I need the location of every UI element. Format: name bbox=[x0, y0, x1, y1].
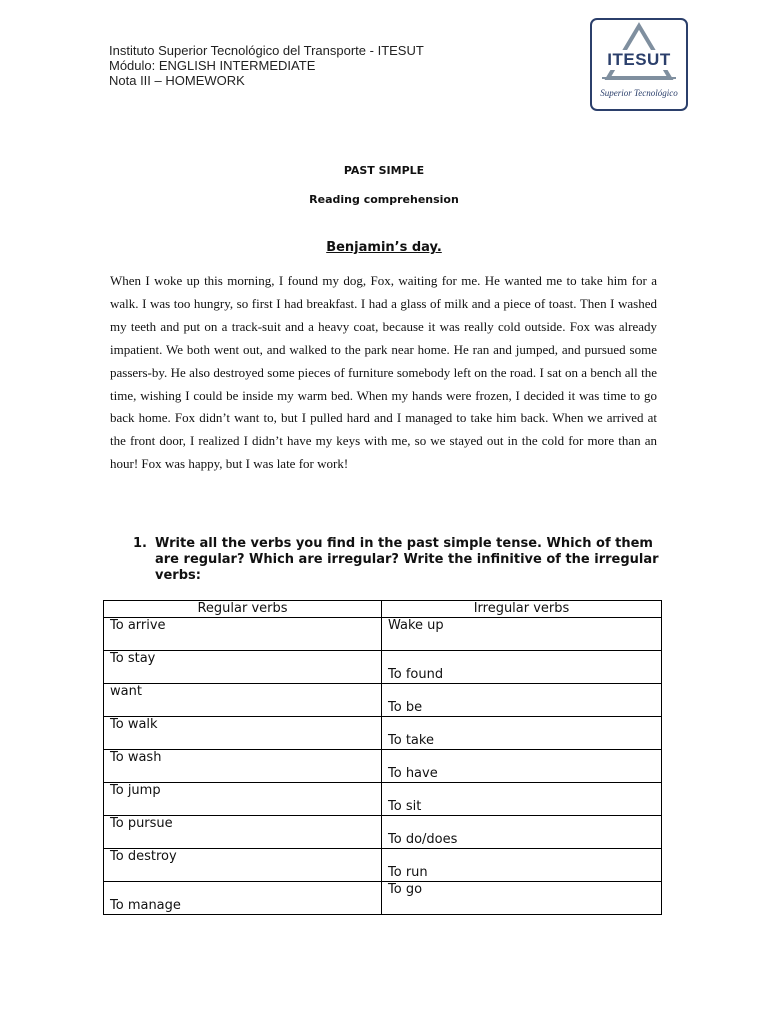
verbs-table bbox=[103, 600, 662, 915]
irregular-verb-cell-text: To run bbox=[388, 865, 428, 880]
regular-verb-cell bbox=[104, 651, 382, 684]
regular-verb-cell bbox=[104, 750, 382, 783]
regular-verb-cell bbox=[104, 882, 382, 915]
table-row bbox=[104, 816, 662, 849]
regular-verb-cell-text: To destroy bbox=[110, 849, 177, 864]
irregular-verb-cell-text: Wake up bbox=[388, 618, 444, 633]
irregular-verb-cell-text: To be bbox=[388, 700, 423, 715]
topic-title: PAST SIMPLE bbox=[343, 164, 425, 177]
regular-verb-cell-text: To walk bbox=[110, 717, 158, 732]
irregular-verb-cell-text: To found bbox=[388, 667, 444, 682]
irregular-verb-cell bbox=[382, 717, 662, 750]
institute-name: Instituto Superior Tecnológico del Transporte - ITESUT bbox=[109, 43, 424, 58]
irregular-verb-cell bbox=[382, 816, 662, 849]
regular-verb-cell-text: To pursue bbox=[110, 816, 173, 831]
table-row bbox=[104, 783, 662, 816]
story-title: Benjamin’s day. bbox=[326, 240, 442, 255]
table-row bbox=[104, 882, 662, 915]
regular-verb-cell bbox=[104, 783, 382, 816]
table-header-row bbox=[104, 601, 662, 618]
irregular-verb-cell-text: To have bbox=[388, 766, 438, 781]
regular-verb-cell bbox=[104, 717, 382, 750]
regular-verb-cell-text: To stay bbox=[110, 651, 156, 666]
regular-verbs-header: Regular verbs bbox=[104, 601, 382, 618]
logo-subtitle: Superior Tecnológico bbox=[600, 88, 678, 98]
regular-verb-cell-text: want bbox=[110, 684, 142, 699]
regular-verb-cell-text: To jump bbox=[110, 783, 161, 798]
irregular-verb-cell bbox=[382, 783, 662, 816]
irregular-verb-cell bbox=[382, 651, 662, 684]
irregular-verbs-header: Irregular verbs bbox=[382, 601, 662, 618]
table-row bbox=[104, 849, 662, 882]
regular-verb-cell bbox=[104, 816, 382, 849]
logo-title: ITESUT bbox=[592, 50, 686, 70]
reading-passage: When I woke up this morning, I found my dog, Fox, waiting for me. He wanted me to take him for a walk. I was too hungry, so first I had breakfast. I had a glass of milk and a piece of toast. Then I washed my teeth and put on a track-suit and a heavy coat, because it was really cold outside. Fox was already impatient. We both went out, and walked to the park near home. He ran and jumped, and pursued some passers-by. He also destroyed some pieces of furniture somebody left on the road. I sat on a bench all the time, wishing I could be inside my warm bed. When my hands were frozen, I decided it was time to go back home. Fox didn’t want to, but I pulled hard and I managed to take him back. When we arrived at the front door, I realized I didn’t have my keys with me, so we stayed out in the cold for more than an hour! Fox was happy, but I was late for work! bbox=[110, 273, 657, 472]
grade-note: Nota III – HOMEWORK bbox=[109, 73, 245, 88]
irregular-verb-cell-text: To go bbox=[388, 882, 423, 897]
irregular-verb-cell bbox=[382, 882, 662, 915]
question-number: 1. bbox=[133, 536, 147, 551]
irregular-verb-cell-text: To sit bbox=[388, 799, 422, 814]
irregular-verb-cell-text: To take bbox=[388, 733, 434, 748]
question-text: Write all the verbs you find in the past simple tense. Which of them are regular? Which are irregular? Write the infinitive of the irregular verbs: bbox=[155, 536, 659, 583]
verbs-table-body bbox=[104, 618, 662, 915]
irregular-verb-cell bbox=[382, 750, 662, 783]
table-row bbox=[104, 651, 662, 684]
irregular-verb-cell bbox=[382, 618, 662, 651]
document-header bbox=[109, 43, 424, 88]
regular-verb-cell bbox=[104, 618, 382, 651]
regular-verb-cell-text: To wash bbox=[110, 750, 162, 765]
irregular-verb-cell-text: To do/does bbox=[388, 832, 458, 847]
table-row bbox=[104, 684, 662, 717]
module-name: Módulo: ENGLISH INTERMEDIATE bbox=[109, 58, 316, 73]
table-row bbox=[104, 750, 662, 783]
regular-verb-cell bbox=[104, 684, 382, 717]
regular-verb-cell bbox=[104, 849, 382, 882]
irregular-verb-cell bbox=[382, 684, 662, 717]
section-title: Reading comprehension bbox=[309, 193, 459, 206]
regular-verb-cell-text: To manage bbox=[110, 898, 181, 913]
table-row bbox=[104, 717, 662, 750]
regular-verb-cell-text: To arrive bbox=[110, 618, 166, 633]
irregular-verb-cell bbox=[382, 849, 662, 882]
table-row bbox=[104, 618, 662, 651]
itesut-logo bbox=[590, 18, 688, 111]
